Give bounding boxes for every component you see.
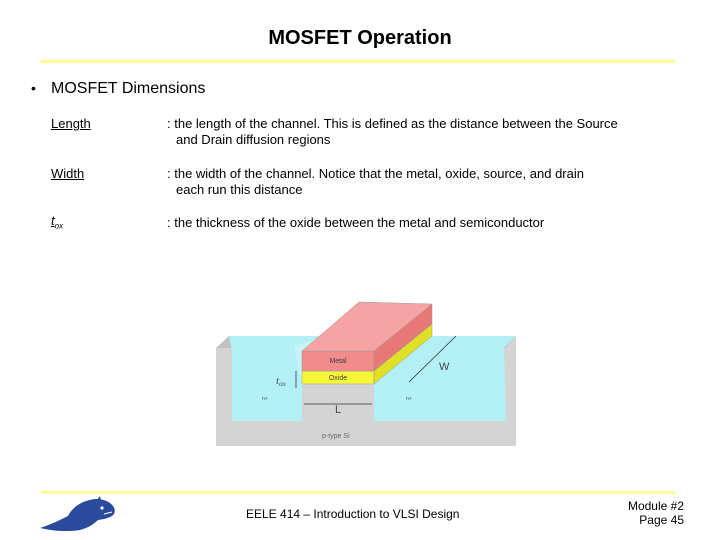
slide-title: MOSFET Operation xyxy=(268,27,452,49)
top-divider xyxy=(41,60,676,63)
term-tox-main: t xyxy=(51,213,55,228)
term-length: Length xyxy=(51,116,91,131)
definition-length-line1: : the length of the channel. This is defined as the distance between the Source xyxy=(167,116,618,131)
footer-course: EELE 414 – Introduction to VLSI Design xyxy=(246,507,460,521)
l-label: L xyxy=(335,404,342,416)
definition-width xyxy=(167,166,677,198)
definition-length xyxy=(167,116,677,148)
term-width: Width xyxy=(51,166,85,181)
bullet-marker: • xyxy=(31,80,36,96)
mosfet-diagram xyxy=(214,296,524,446)
term-tox xyxy=(51,213,63,231)
term-tox-sub: ox xyxy=(54,221,64,231)
wildcat-logo-icon xyxy=(38,494,118,534)
footer-page: Page 45 xyxy=(639,513,684,527)
definition-width-line2: each run this distance xyxy=(176,182,303,197)
definition-tox-line1: : the thickness of the oxide between the metal and semiconductor xyxy=(167,215,545,230)
substrate-label: p-type Si xyxy=(322,433,350,440)
footer-module: Module #2 xyxy=(627,499,684,513)
definition-tox xyxy=(167,215,677,231)
source-label: n+ xyxy=(262,396,268,402)
definition-width-line1: : the width of the channel. Notice that the metal, oxide, source, and drain xyxy=(167,166,584,181)
w-label: W xyxy=(439,361,450,373)
tox-label: tox xyxy=(276,375,286,388)
footer-page-info xyxy=(600,499,684,527)
definition-length-line2: and Drain diffusion regions xyxy=(176,132,331,147)
metal-label: Metal xyxy=(329,358,347,365)
drain-label: n+ xyxy=(406,396,412,402)
bottom-divider xyxy=(41,491,676,494)
oxide-label: Oxide xyxy=(328,375,348,382)
bullet-heading: MOSFET Dimensions xyxy=(51,80,206,97)
